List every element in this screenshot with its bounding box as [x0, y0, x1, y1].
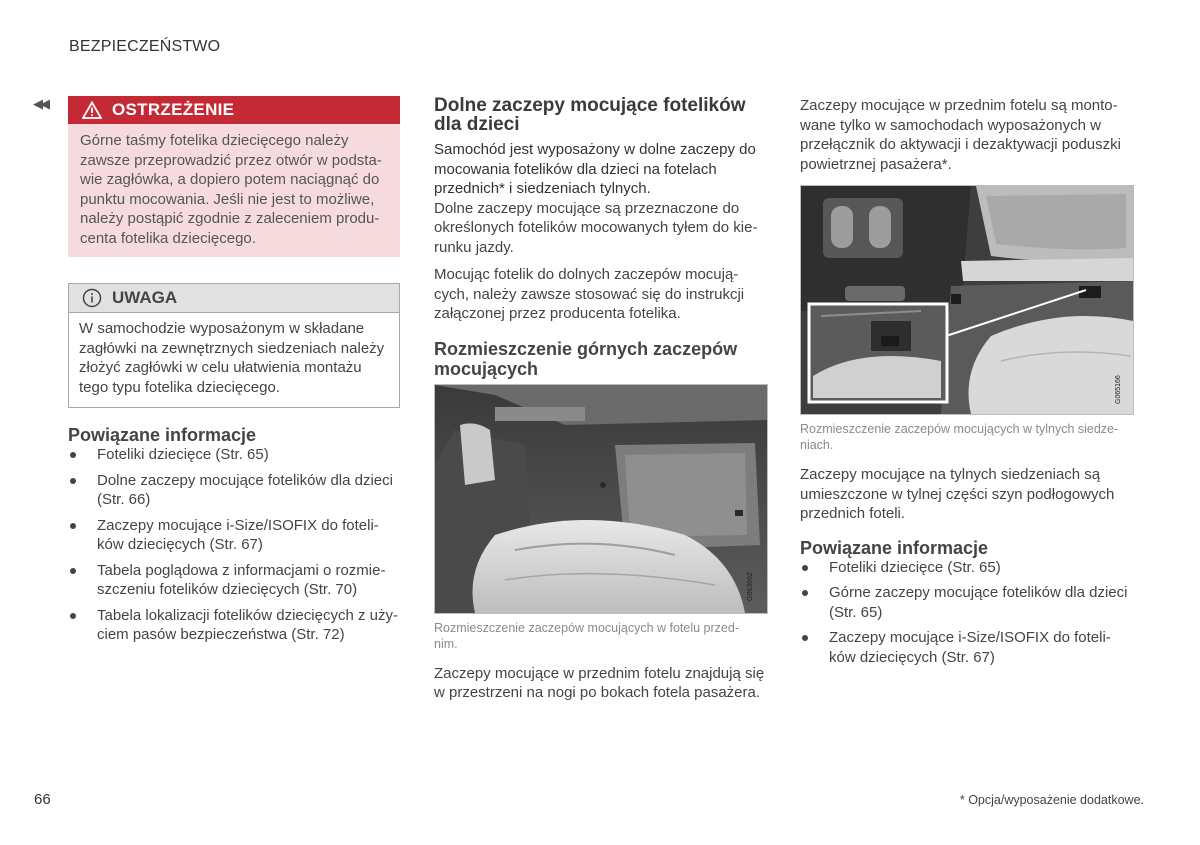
left-column — [68, 96, 400, 651]
text-line: zagłówki na zewnętrznych siedzeniach należy — [79, 339, 385, 357]
warning-triangle-icon — [82, 101, 102, 119]
related-link[interactable] — [800, 583, 1134, 622]
link-text: Tabela lokalizacji fotelików dziecięcych z uży- — [97, 606, 398, 624]
text-line: Samochód jest wyposażony w dolne zaczepy do — [434, 141, 756, 158]
text-line: przełącznik do aktywacji i dezaktywacji poduszki — [800, 136, 1121, 153]
text-line: przednich* i siedzeniach tylnych. — [434, 180, 651, 197]
link-text: ków dziecięcych (Str. 67) — [97, 536, 263, 553]
intro-text — [434, 140, 768, 199]
middle-column — [434, 96, 768, 703]
paragraph — [800, 96, 1134, 174]
related-link[interactable] — [68, 561, 400, 600]
subsection-title — [434, 339, 768, 379]
link-text: Dolne zaczepy mocujące fotelików dla dzieci — [97, 471, 393, 489]
paragraph — [434, 199, 768, 258]
link-text: Górne zaczepy mocujące fotelików dla dzieci — [829, 584, 1128, 601]
footnote: * Opcja/wyposażenie dodatkowe. — [959, 793, 1144, 807]
related-link[interactable] — [68, 445, 400, 465]
figure-caption — [434, 620, 768, 652]
paragraph — [434, 265, 768, 324]
section-header: BEZPIECZEŃSTWO — [69, 38, 221, 55]
section-title — [434, 96, 768, 134]
title-line: dla dzieci — [434, 114, 520, 135]
link-text: Foteliki dziecięce (Str. 65) — [97, 446, 269, 463]
text-line: powietrznej pasażera*. — [800, 155, 952, 173]
page-number: 66 — [34, 791, 51, 808]
related-link[interactable] — [68, 516, 400, 555]
warning-box — [68, 96, 400, 257]
link-text: Tabela poglądowa z informacjami o rozmie- — [97, 561, 386, 579]
text-line: w przestrzeni na nogi po bokach fotela pasażera. — [434, 684, 761, 701]
text-line: złożyć zagłówki w celu ułatwienia montażu — [79, 359, 362, 376]
text-line: przednich foteli. — [800, 505, 906, 522]
text-line: należy postąpić zgodnie z zaleceniem produ- — [80, 210, 380, 227]
front-seat-illustration — [435, 385, 767, 613]
related-info-title: Powiązane informacje — [800, 537, 989, 558]
link-text: Zaczepy mocujące i-Size/ISOFIX do foteli- — [829, 629, 1111, 646]
title-line: mocujących — [434, 358, 539, 379]
text-line: Zaczepy mocujące na tylnych siedzeniach są — [800, 466, 1101, 483]
note-box — [68, 283, 400, 408]
paragraph — [800, 465, 1134, 524]
text-line: Górne taśmy fotelika dziecięcego należy — [80, 132, 349, 149]
text-line: runku jazdy. — [434, 238, 514, 256]
info-circle-icon — [82, 288, 102, 308]
text-line: Zaczepy mocujące w przednim fotelu znajdują się — [434, 664, 765, 682]
note-header — [69, 284, 399, 313]
related-link[interactable] — [68, 471, 400, 510]
warning-title: OSTRZEŻENIE — [112, 100, 235, 119]
link-text: ciem pasów bezpieczeństwa (Str. 72) — [97, 626, 345, 643]
paragraph — [434, 664, 768, 703]
title-line: Rozmieszczenie górnych zaczepów — [434, 338, 738, 359]
link-text: Zaczepy mocujące i-Size/ISOFIX do foteli- — [97, 516, 379, 534]
note-title: UWAGA — [112, 288, 178, 307]
text-line: punktu mocowania. Jeśli nie jest to możliwe, — [80, 190, 375, 208]
link-text: (Str. 66) — [97, 491, 151, 508]
link-text: (Str. 65) — [829, 603, 883, 621]
rear-seat-anchor-figure — [800, 185, 1134, 415]
figure-caption — [800, 421, 1134, 453]
warning-header — [68, 96, 400, 124]
related-link[interactable] — [68, 606, 400, 645]
warning-text — [68, 124, 400, 257]
double-chevron-left-icon[interactable]: ◀◀ — [33, 96, 47, 111]
text-line: Zaczepy mocujące w przednim fotelu są monto- — [800, 97, 1118, 114]
link-text: Foteliki dziecięce (Str. 65) — [829, 558, 1001, 576]
text-line: centa fotelika dziecięcego. — [80, 229, 256, 247]
title-line: Dolne zaczepy mocujące fotelików — [434, 95, 746, 116]
text-line: tego typu fotelika dziecięcego. — [79, 378, 280, 396]
caption-line: Rozmieszczenie zaczepów mocujących w tylnych siedze- — [800, 422, 1119, 436]
figure-code: G065166 — [1115, 375, 1122, 404]
related-info-list — [68, 445, 400, 645]
text-line: Mocując fotelik do dolnych zaczepów mocują- — [434, 266, 739, 283]
text-line: umieszczone w tylnej części szyn podłogowych — [800, 485, 1115, 503]
text-line: cych, należy zawsze stosować się do instrukcji — [434, 285, 745, 303]
caption-line: nim. — [434, 636, 458, 651]
related-link[interactable] — [800, 558, 1134, 578]
text-line: wane tylko w samochodach wyposażonych w — [800, 116, 1101, 134]
link-text: szczeniu fotelików dziecięcych (Str. 70) — [97, 581, 358, 598]
related-info-list — [800, 558, 1134, 668]
text-line: mocowania fotelików dla dzieci na fotelach — [434, 160, 717, 178]
caption-line: Rozmieszczenie zaczepów mocujących w fotelu przed- — [434, 620, 739, 635]
front-seat-anchor-figure — [434, 384, 768, 614]
text-line: załączonej przez producenta fotelika. — [434, 305, 681, 322]
related-info-title: Powiązane informacje — [68, 425, 257, 445]
rear-seat-illustration — [801, 186, 1133, 414]
text-line: wie zagłówka, a dopiero potem naciągnąć do — [80, 171, 380, 188]
right-column — [800, 96, 1134, 673]
note-text — [69, 313, 399, 407]
text-line: Dolne zaczepy mocujące są przeznaczone do — [434, 199, 740, 217]
text-line: zawsze przeprowadzić przez otwór w podsta- — [80, 151, 382, 169]
text-line: określonych fotelików mocowanych tyłem do kie- — [434, 219, 758, 236]
caption-line: niach. — [800, 438, 834, 452]
text-line: W samochodzie wyposażonym w składane — [79, 320, 365, 337]
figure-code: G063692 — [747, 571, 754, 601]
related-link[interactable] — [800, 628, 1134, 667]
link-text: ków dziecięcych (Str. 67) — [829, 648, 995, 666]
